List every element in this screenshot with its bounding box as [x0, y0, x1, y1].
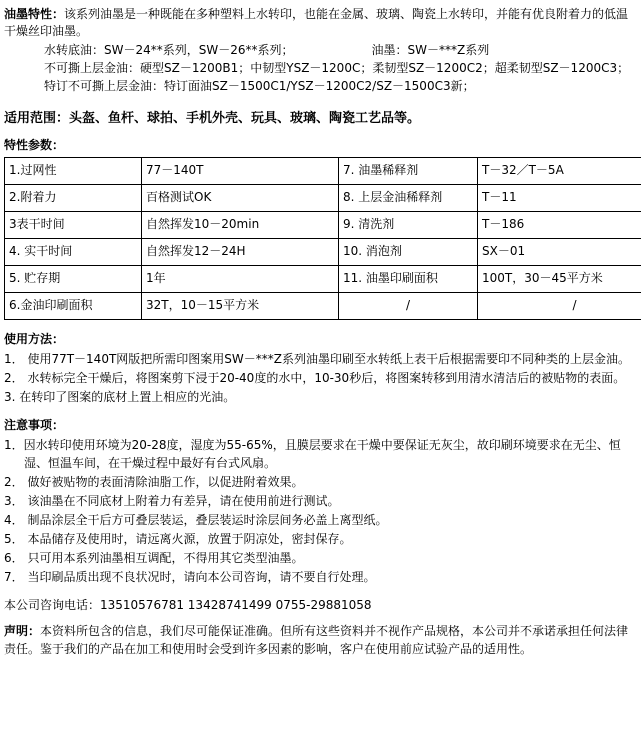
list-item: 7． 当印刷品质出现不良状况时，请向本公司咨询，请不要自行处理。: [4, 569, 376, 584]
param-value: 1年: [142, 265, 339, 292]
param-value: T－11: [478, 184, 641, 211]
intro-line-2: 水转底油：SW－24**系列，SW－26**系列； 油墨：SW－***Z系列: [44, 42, 490, 57]
usage-list: [4, 350, 637, 406]
table-row: [5, 292, 641, 319]
list-item: 1． 使用77T－140T网版把所需印图案用SW－***Z系列油墨印刷至水转纸上表干后根据需要印不同种类的上层金油。: [4, 351, 630, 366]
intro-heading: 油墨特性：: [4, 7, 65, 21]
param-name: 1.过网性: [5, 157, 142, 184]
table-row: [5, 238, 641, 265]
params-title: 特性参数：: [4, 137, 65, 152]
scope-heading: 适用范围：: [4, 110, 70, 126]
list-item: 5． 本品储存及使用时，请远离火源，放置于阴凉处，密封保存。: [4, 531, 352, 546]
param-value: T－32／T－5A: [478, 157, 641, 184]
param-value: 自然挥发10－20min: [142, 211, 339, 238]
disclaimer-heading: 声明：: [4, 623, 41, 638]
list-item: 2． 水转标完全干燥后，将图案剪下浸于20-40度的水中，10-30秒后，将图案转移到用清水清洁后的被贴物的表面。: [4, 370, 626, 385]
intro-paragraph: [4, 6, 637, 41]
param-value: T－186: [478, 211, 641, 238]
list-item: 3. 在转印了图案的底材上置上相应的光油。: [4, 389, 236, 404]
param-name: 5. 贮存期: [5, 265, 142, 292]
param-name: 4. 实干时间: [5, 238, 142, 265]
intro-text: 该系列油墨是一种既能在多种塑料上水转印，也能在金属、玻璃、陶瓷上水转印，并能有优良附着力的低温干燥丝印油墨。: [4, 7, 629, 39]
param-value: 100T，30－45平方米: [478, 265, 641, 292]
param-name: 7. 油墨稀释剂: [339, 157, 478, 184]
param-value: 百格测试OK: [142, 184, 339, 211]
list-item: 2． 做好被贴物的表面清除油脂工作，以促进附着效果。: [4, 474, 304, 489]
intro-line-3: 不可撕上层金油：硬型SZ－1200B1；中韧型YSZ－1200C；柔韧型SZ－1200C2；超柔韧型SZ－1200C3；: [44, 60, 630, 75]
table-row: [5, 265, 641, 292]
param-name: 6.金油印刷面积: [5, 292, 142, 319]
param-name: 9. 清洗剂: [339, 211, 478, 238]
list-item: 1．因水转印使用环境为20-28度，湿度为55-65%，且膜层要求在干燥中要保证无灰尘，故印刷环境要求在无尘、恒湿、恒温车间，在干燥过程中最好有台式风扇。: [4, 437, 621, 470]
param-name: 10. 消泡剂: [339, 238, 478, 265]
notes-list: [4, 436, 637, 586]
param-name: 3表干时间: [5, 211, 142, 238]
param-name: 2.附着力: [5, 184, 142, 211]
list-item: 6． 只可用本系列油墨相互调配，不得用其它类型油墨。: [4, 550, 304, 565]
param-value: 77－140T: [142, 157, 339, 184]
scope-paragraph: [4, 107, 637, 126]
table-row: [5, 184, 641, 211]
notes-title: 注意事项：: [4, 417, 65, 432]
parameters-table: [4, 157, 641, 320]
param-name: 8. 上层金油稀释剂: [339, 184, 478, 211]
param-name: /: [339, 292, 478, 319]
param-value: 32T，10－15平方米: [142, 292, 339, 319]
param-value: /: [478, 292, 641, 319]
param-value: 自然挥发12－24H: [142, 238, 339, 265]
usage-title: 使用方法：: [4, 331, 65, 346]
table-row: [5, 157, 641, 184]
table-row: [5, 211, 641, 238]
scope-text: 头盔、鱼杆、球拍、手机外壳、玩具、玻璃、陶瓷工艺品等。: [69, 110, 421, 126]
list-item: 4． 制品涂层全干后方可叠层装运，叠层装运时涂层间务必盖上离型纸。: [4, 512, 388, 527]
param-name: 11. 油墨印刷面积: [339, 265, 478, 292]
intro-line-4: 特订不可撕上层金油：特订面油SZ－1500C1/YSZ－1200C2/SZ－1500C3新；: [44, 78, 475, 93]
disclaimer-text: 本资料所包含的信息，我们尽可能保证准确。但所有这些资料并不视作产品规格，本公司并不承诺承担任何法律责任。鉴于我们的产品在加工和使用时会受到许多因素的影响，客户在使用前应试验产品的适用性。: [4, 623, 629, 656]
param-value: SX－01: [478, 238, 641, 265]
contact-line: 本公司咨询电话：13510576781 13428741499 0755-29881058: [4, 597, 372, 612]
disclaimer-paragraph: [4, 622, 637, 658]
list-item: 3． 该油墨在不同底材上附着力有差异，请在使用前进行测试。: [4, 493, 340, 508]
